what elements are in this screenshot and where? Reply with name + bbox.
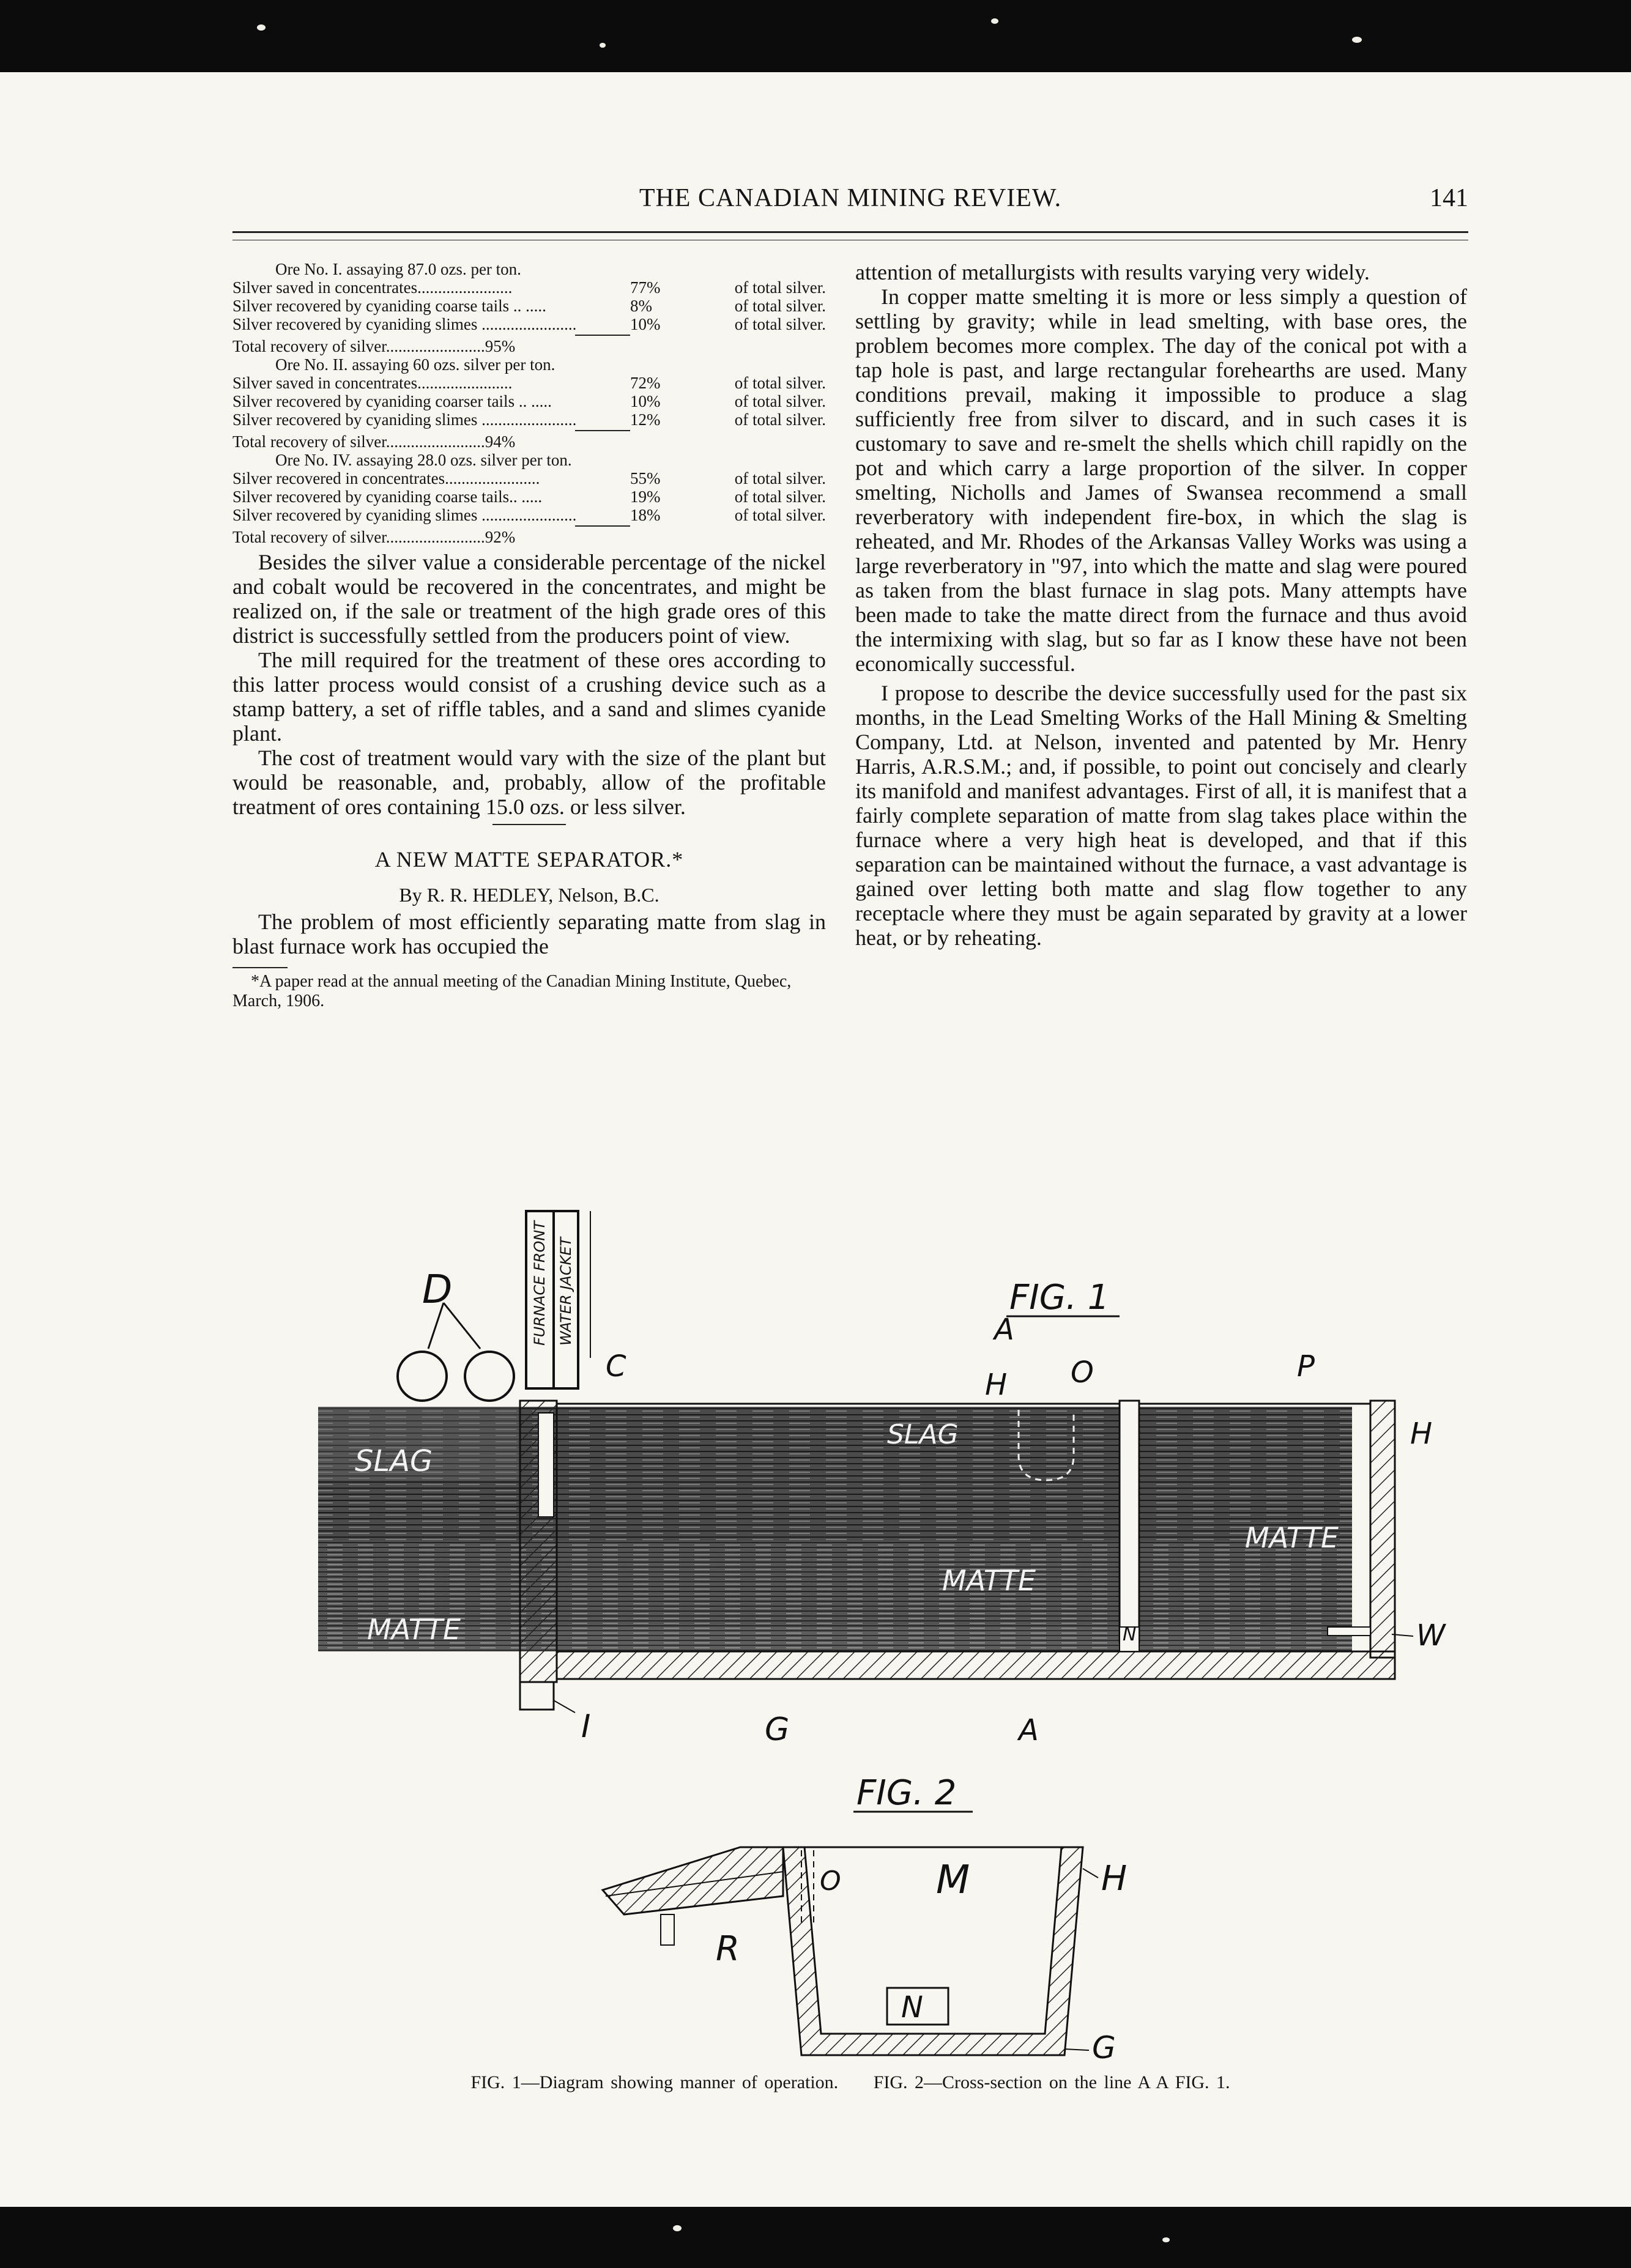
- ore-total: Total recovery of silver........................ 94%: [232, 432, 516, 451]
- label-H-top: H: [985, 1368, 1008, 1402]
- left-column: [232, 260, 826, 1011]
- ore-heading: Ore No. I. assaying 87.0 ozs. per ton.: [275, 260, 521, 278]
- body-paragraph: In copper matte smelting it is more or less simply a question of settling by gravity; while in lead smelting, with base ores, the problem becomes more complex. The day of the conical pot with a tap hole is past, and large rectangular forehearths are used. Many conditions prevail, making it impossible to produce a slag sufficiently free from silver to discard, and in such cases it is customary to save and re-smelt the shells which chill rapidly on the pot and which carry a large proportion of the silver. In copper smelting, Nicholls and James of Swansea recommend a small reverberatory with independent fire-box, in which the slag is reheated, and Mr. Rhodes of the Arkansas Valley Works was using a large reverberatory in "97, into which the matte and slag were poured as taken from the blast furnace in slag pots. Many attempts have been made to take the matte direct from the furnace and thus avoid the intermixing with slag, but so far as I know these have not been economically successful.: [855, 284, 1467, 676]
- tuyere-circles: [398, 1267, 514, 1401]
- ore-block-1: [232, 260, 826, 355]
- matte-label-right: MATTE: [1245, 1521, 1339, 1554]
- body-paragraph: I propose to describe the device successfully used for the past six months, in the Lead Smelting Works of the Hall Mining & Smelting Company, Ltd. at Nelson, invented and patented by Mr. Henry Harris, A.R.S.M.; and, if possible, to point out concisely and clearly its manifold and manifest advantages. First of all, it is manifest that a fairly complete separation of matte from slag takes place within the furnace where a very high heat is developed, and that if this separation can be maintained without the furnace, a vast advantage is gained over letting both matte and slag flow together to any receptacle where they must be again separated by gravity at a lower heat, or by reheating.: [855, 681, 1467, 950]
- body-paragraph: The mill required for the treatment of these ores according to this latter process would consist of a crushing device such as a stamp battery, a set of riffle tables, and a sand and slimes cyanide plant.: [232, 648, 826, 746]
- ore-row: Silver saved in concentrates....................... 77% of total silver.: [232, 278, 826, 297]
- footnote: *A paper read at the annual meeting of the Canadian Mining Institute, Quebec, March, 1906.: [232, 972, 792, 1010]
- ore-block-3: [232, 451, 826, 546]
- label-O: O: [1071, 1355, 1094, 1390]
- fig2-title: FIG. 2: [856, 1773, 957, 1813]
- fig2-label-H: H: [1101, 1859, 1128, 1899]
- ore-total: Total recovery of silver........................ 95%: [232, 337, 516, 355]
- fig2-caption: FIG. 2—Cross-section on the line A A FIG. 1.: [873, 2072, 1230, 2092]
- ore-total: Total recovery of silver........................ 92%: [232, 528, 516, 546]
- section-rule: [492, 824, 566, 825]
- header-rule: [232, 231, 1468, 233]
- ore-heading: Ore No. II. assaying 60 ozs. silver per ton.: [275, 355, 555, 374]
- label-D: D: [422, 1267, 453, 1313]
- ore-row: Silver recovered by cyaniding slimes ....................... 12% of total silver.: [232, 410, 826, 429]
- ore-row: Silver recovered by cyaniding coarse tails.. ..... 19% of total silver.: [232, 487, 826, 506]
- fig1-title: FIG. 1: [1009, 1278, 1110, 1317]
- label-P: P: [1297, 1349, 1315, 1384]
- slag-label-center: SLAG: [887, 1419, 959, 1450]
- body-paragraph: The cost of treatment would vary with the size of the plant but would be reasonable, and, probably, allow of the profitable treatment of ores containing 15.0 ozs. or less silver.: [232, 746, 826, 819]
- ore-row: Silver saved in concentrates....................... 72% of total silver.: [232, 374, 826, 392]
- slag-label-left: SLAG: [355, 1444, 433, 1478]
- ore-row: Silver recovered by cyaniding coarse tails .. ..... 8% of total silver.: [232, 297, 826, 315]
- settling-bath: [318, 1401, 1395, 1710]
- article-intro: The problem of most efficiently separating matte from slag in blast furnace work has occupied the: [232, 910, 826, 958]
- fig2-label-M: M: [936, 1858, 970, 1903]
- fig1-caption: FIG. 1—Diagram showing manner of operation.: [470, 2072, 839, 2092]
- furnace-front-column: [526, 1211, 590, 1388]
- article-title: A NEW MATTE SEPARATOR.*: [374, 847, 684, 872]
- cross-section: [603, 1847, 1083, 2055]
- ore-table: [232, 260, 826, 546]
- label-N: N: [1123, 1624, 1137, 1645]
- fig2-label-N: N: [901, 1990, 923, 2025]
- label-W: W: [1416, 1618, 1446, 1653]
- label-H-right: H: [1410, 1417, 1433, 1451]
- label-G: G: [765, 1711, 790, 1748]
- scan-edge-bottom: [0, 2207, 1631, 2268]
- journal-title: THE CANADIAN MINING REVIEW.: [639, 184, 1062, 212]
- ore-heading: Ore No. IV. assaying 28.0 ozs. silver per ton.: [275, 451, 572, 469]
- ore-block-2: [232, 355, 826, 451]
- figure-caption: [232, 2072, 1468, 2093]
- matte-label-center: MATTE: [942, 1564, 1036, 1597]
- matte-label-left: MATTE: [367, 1613, 461, 1646]
- ore-row: Silver recovered by cyaniding slimes ....................... 18% of total silver.: [232, 506, 826, 524]
- sum-rule: [575, 525, 630, 527]
- fig2-label-R: R: [716, 1929, 740, 1969]
- figures: [232, 1199, 1468, 2067]
- matte-separator-diagram: [232, 1199, 1468, 2067]
- sum-rule: [575, 335, 630, 336]
- right-column: [855, 260, 1467, 950]
- body-paragraph: Besides the silver value a considerable percentage of the nickel and cobalt would be recovered in the concentrates, and might be realized on, if the sale or treatment of the high grade ores of this district is successfully settled from the producers point of view.: [232, 550, 826, 648]
- fig2-label-G: G: [1092, 2030, 1116, 2066]
- furnace-front-label: FURNACE FRONT: [531, 1221, 548, 1346]
- label-A-bottom: A: [1019, 1713, 1039, 1747]
- label-A-top: A: [994, 1313, 1014, 1347]
- footnote-rule: [232, 967, 288, 968]
- label-C: C: [606, 1349, 626, 1384]
- fig2-label-O: O: [820, 1866, 841, 1897]
- page-number: 141: [1430, 184, 1468, 212]
- scan-edge-top: [0, 0, 1631, 72]
- running-head: [232, 183, 1468, 220]
- body-paragraph: attention of metallurgists with results varying very widely.: [855, 260, 1370, 284]
- article-byline: By R. R. HEDLEY, Nelson, B.C.: [399, 884, 659, 906]
- ore-row: Silver recovered by cyaniding coarser tails .. ..... 10% of total silver.: [232, 392, 826, 410]
- ore-row: Silver recovered in concentrates....................... 55% of total silver.: [232, 469, 826, 487]
- label-I: I: [581, 1708, 591, 1745]
- ore-row: Silver recovered by cyaniding slimes ....................... 10% of total silver.: [232, 315, 826, 333]
- water-jacket-label: WATER JACKET: [557, 1237, 574, 1346]
- sum-rule: [575, 430, 630, 431]
